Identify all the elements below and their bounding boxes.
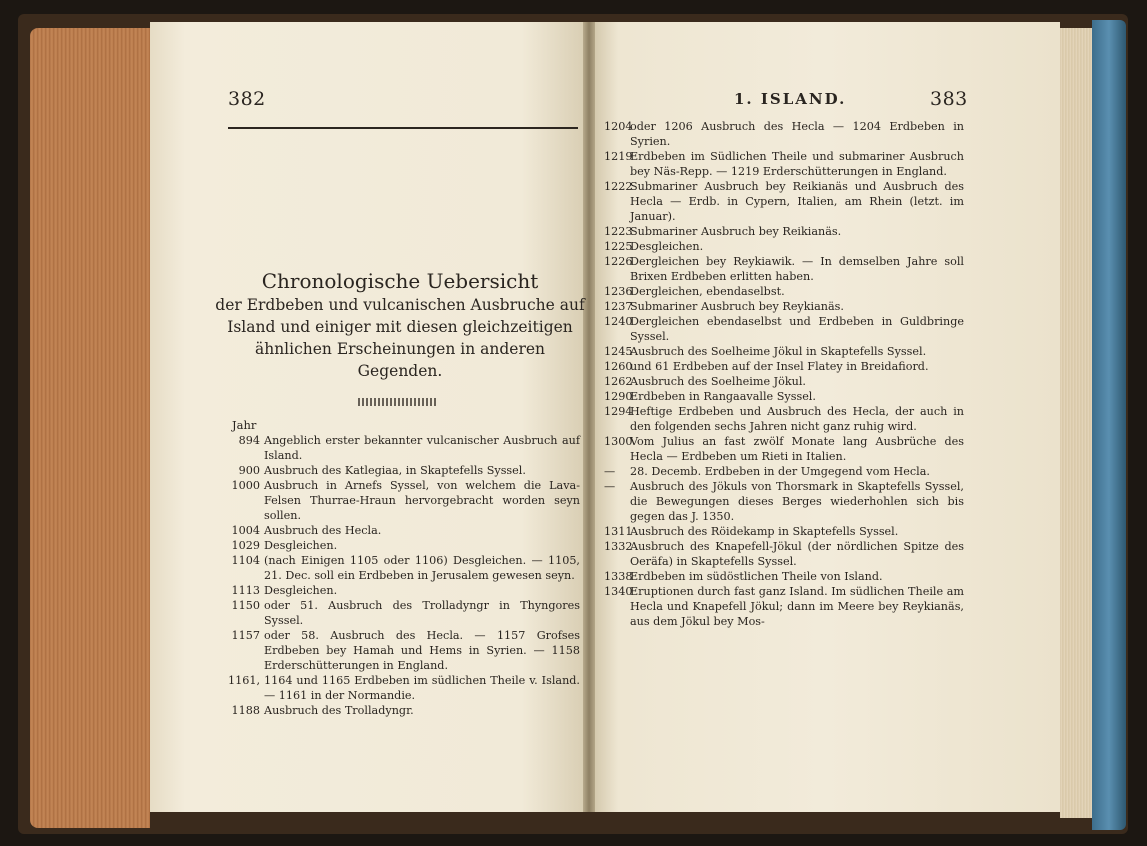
entry-year: 1294	[604, 405, 633, 418]
entry-year: 1150	[231, 599, 260, 612]
chronology-entry	[604, 359, 964, 374]
chapter-subtitle-line: Island und einiger mit diesen gleichzeitigen	[227, 318, 573, 336]
chronology-entry	[222, 538, 580, 553]
entry-year: 1300	[604, 435, 633, 448]
entry-text: Erdbeben in Rangaavalle Syssel.	[630, 390, 816, 403]
entry-text: Ausbruch in Arnefs Syssel, von welchem die Lava-Felsen Thurrae-Hraun hervorgebracht worden seyn sollen.	[264, 479, 580, 522]
entry-text: Heftige Erdbeben und Ausbruch des Hecla, der auch in den folgenden sechs Jahren nicht ganz ruhig wird.	[630, 405, 964, 433]
entry-text: oder 1206 Ausbruch des Hecla — 1204 Erdbeben in Syrien.	[630, 120, 964, 148]
entry-year: 1311	[604, 525, 633, 538]
book-cover-right	[1092, 20, 1126, 830]
chronology-list-left	[222, 433, 580, 718]
chronology-entry	[604, 479, 964, 524]
entry-year: 1004	[231, 524, 260, 537]
chronology-entry	[222, 553, 580, 583]
chronology-entry	[604, 539, 964, 569]
entry-year: 1222	[604, 180, 633, 193]
chronology-entry	[222, 628, 580, 673]
entry-year: 1029	[231, 539, 260, 552]
chronology-entry	[604, 569, 964, 584]
chronology-entry	[222, 583, 580, 598]
entry-text: Erdbeben im südöstlichen Theile von Island.	[630, 570, 883, 583]
book-gutter	[583, 22, 595, 812]
entry-year: 1161,	[227, 674, 260, 687]
chronology-entry	[604, 524, 964, 539]
entry-text: Ausbruch des Hecla.	[264, 524, 382, 537]
chronology-entry	[604, 224, 964, 239]
entry-text: Submariner Ausbruch bey Reikianäs.	[630, 225, 842, 238]
entry-text: Submariner Ausbruch bey Reykianäs.	[630, 300, 844, 313]
entry-text: Ausbruch des Katlegiaa, in Skaptefells Syssel.	[264, 464, 526, 477]
entry-text: Desgleichen.	[630, 240, 704, 253]
entry-text: Eruptionen durch fast ganz Island. Im südlichen Theile am Hecla und Knapefell Jökul; dann im Meere bey Reykianäs, aus dem Jökul bey Mos-	[630, 585, 964, 628]
chronology-list-right	[604, 119, 964, 629]
chronology-entry	[604, 584, 964, 629]
entry-text: Ausbruch des Röidekamp in Skaptefells Syssel.	[630, 525, 899, 538]
chronology-entry	[222, 598, 580, 628]
entry-text: oder 58. Ausbruch des Hecla. — 1157 Grofses Erdbeben bey Hamah und Hems in Syrien. — 1158 Erderschütterungen in England.	[264, 629, 580, 672]
chronology-entry	[604, 374, 964, 389]
chronology-entry	[604, 149, 964, 179]
chronology-entry	[604, 179, 964, 224]
entry-text: Ausbruch des Soelheime Jökul.	[630, 375, 806, 388]
entry-year: 1223	[604, 225, 633, 238]
chapter-subtitle-line: ähnlichen Erscheinungen in anderen	[254, 340, 546, 358]
chapter-subtitle-line: der Erdbeben und vulcanischen Ausbruche auf	[215, 296, 585, 314]
chronology-entry	[222, 703, 580, 718]
entry-year: 1340	[604, 585, 633, 598]
chronology-entry	[604, 344, 964, 359]
chapter-title: Chronologische Uebersicht	[261, 269, 539, 293]
chronology-entry	[222, 478, 580, 523]
page-number-left: 382	[228, 88, 266, 110]
entry-year: 1188	[231, 704, 260, 717]
entry-year: 1225	[604, 240, 633, 253]
chronology-entry	[604, 119, 964, 149]
chronology-entry	[604, 239, 964, 254]
entry-year: 1237	[604, 300, 633, 313]
ornament-divider	[358, 398, 436, 406]
header-rule	[228, 127, 578, 129]
entry-year: 1240	[604, 315, 633, 328]
entry-text: und 61 Erdbeben auf der Insel Flatey in Breidafiord.	[630, 360, 929, 373]
entry-year: 1113	[231, 584, 260, 597]
chronology-entry	[222, 673, 580, 703]
entry-text: Desgleichen.	[264, 584, 338, 597]
entry-text: Erdbeben im Südlichen Theile und submariner Ausbruch bey Näs-Repp. — 1219 Erderschütterungen in England.	[630, 150, 964, 178]
entry-text: 28. Decemb. Erdbeben in der Umgegend vom Hecla.	[630, 465, 930, 478]
entry-year: 900	[238, 464, 260, 477]
entry-year: 894	[238, 434, 260, 447]
running-head: 1. ISLAND.	[734, 90, 847, 108]
entry-text: (nach Einigen 1105 oder 1106) Desgleichen. — 1105, 21. Dec. soll ein Erdbeben in Jerusalem gewesen seyn.	[264, 554, 580, 582]
entry-text: Ausbruch des Soelheime Jökul in Skaptefells Syssel.	[630, 345, 927, 358]
entry-year: 1204	[604, 120, 633, 133]
chronology-entry	[222, 523, 580, 538]
chronology-entry	[604, 404, 964, 434]
entry-text: Ausbruch des Trolladyngr.	[264, 704, 414, 717]
chapter-title-block	[215, 268, 585, 382]
chronology-entry	[222, 433, 580, 463]
chronology-entry	[604, 464, 964, 479]
entry-year: 1262	[604, 375, 633, 388]
entry-year: 1104	[231, 554, 260, 567]
chronology-entry	[222, 463, 580, 478]
column-label-jahr: Jahr	[232, 418, 257, 432]
chronology-entry	[604, 284, 964, 299]
entry-text: oder 51. Ausbruch des Trolladyngr in Thyngores Syssel.	[264, 599, 580, 627]
entry-year: 1236	[604, 285, 633, 298]
entry-year: 1245	[604, 345, 633, 358]
entry-year: 1226	[604, 255, 633, 268]
entry-year: 1260	[604, 360, 633, 373]
chronology-entry	[604, 434, 964, 464]
entry-text: Ausbruch des Knapefell-Jökul (der nördlichen Spitze des Oeräfa) in Skaptefells Syssel.	[630, 540, 964, 568]
entry-year: 1338	[604, 570, 633, 583]
entry-text: Angeblich erster bekannter vulcanischer Ausbruch auf Island.	[264, 434, 580, 462]
entry-text: Submariner Ausbruch bey Reikianäs und Ausbruch des Hecla — Erdb. in Cypern, Italien, am Rhein (letzt. im Januar).	[630, 180, 964, 223]
entry-text: Dergleichen ebendaselbst und Erdbeben in Guldbringe Syssel.	[630, 315, 964, 343]
entry-year: 1332	[604, 540, 633, 553]
chronology-entry	[604, 389, 964, 404]
entry-text: 1164 und 1165 Erdbeben im südlichen Theile v. Island. — 1161 in der Normandie.	[264, 674, 580, 702]
entry-text: Dergleichen, ebendaselbst.	[630, 285, 785, 298]
entry-year: —	[604, 465, 616, 478]
entry-year: 1219	[604, 150, 633, 163]
chronology-entry	[604, 299, 964, 314]
entry-year: 1290	[604, 390, 633, 403]
chapter-subtitle-line: Gegenden.	[357, 362, 443, 380]
entry-text: Dergleichen bey Reykiawik. — In demselben Jahre soll Brixen Erdbeben erlitten haben.	[630, 255, 964, 283]
entry-year: 1157	[231, 629, 260, 642]
page-number-right: 383	[930, 88, 968, 110]
page-edges-left	[30, 28, 150, 828]
entry-text: Vom Julius an fast zwölf Monate lang Ausbrüche des Hecla — Erdbeben um Rieti in Italien.	[630, 435, 964, 463]
chronology-entry	[604, 254, 964, 284]
entry-year: —	[604, 480, 616, 493]
chronology-entry	[604, 314, 964, 344]
entry-text: Ausbruch des Jökuls von Thorsmark in Skaptefells Syssel, die Bewegungen dieses Berges wiederhohlen sich bis gegen das J. 1350.	[630, 480, 964, 523]
entry-text: Desgleichen.	[264, 539, 338, 552]
entry-year: 1000	[231, 479, 260, 492]
